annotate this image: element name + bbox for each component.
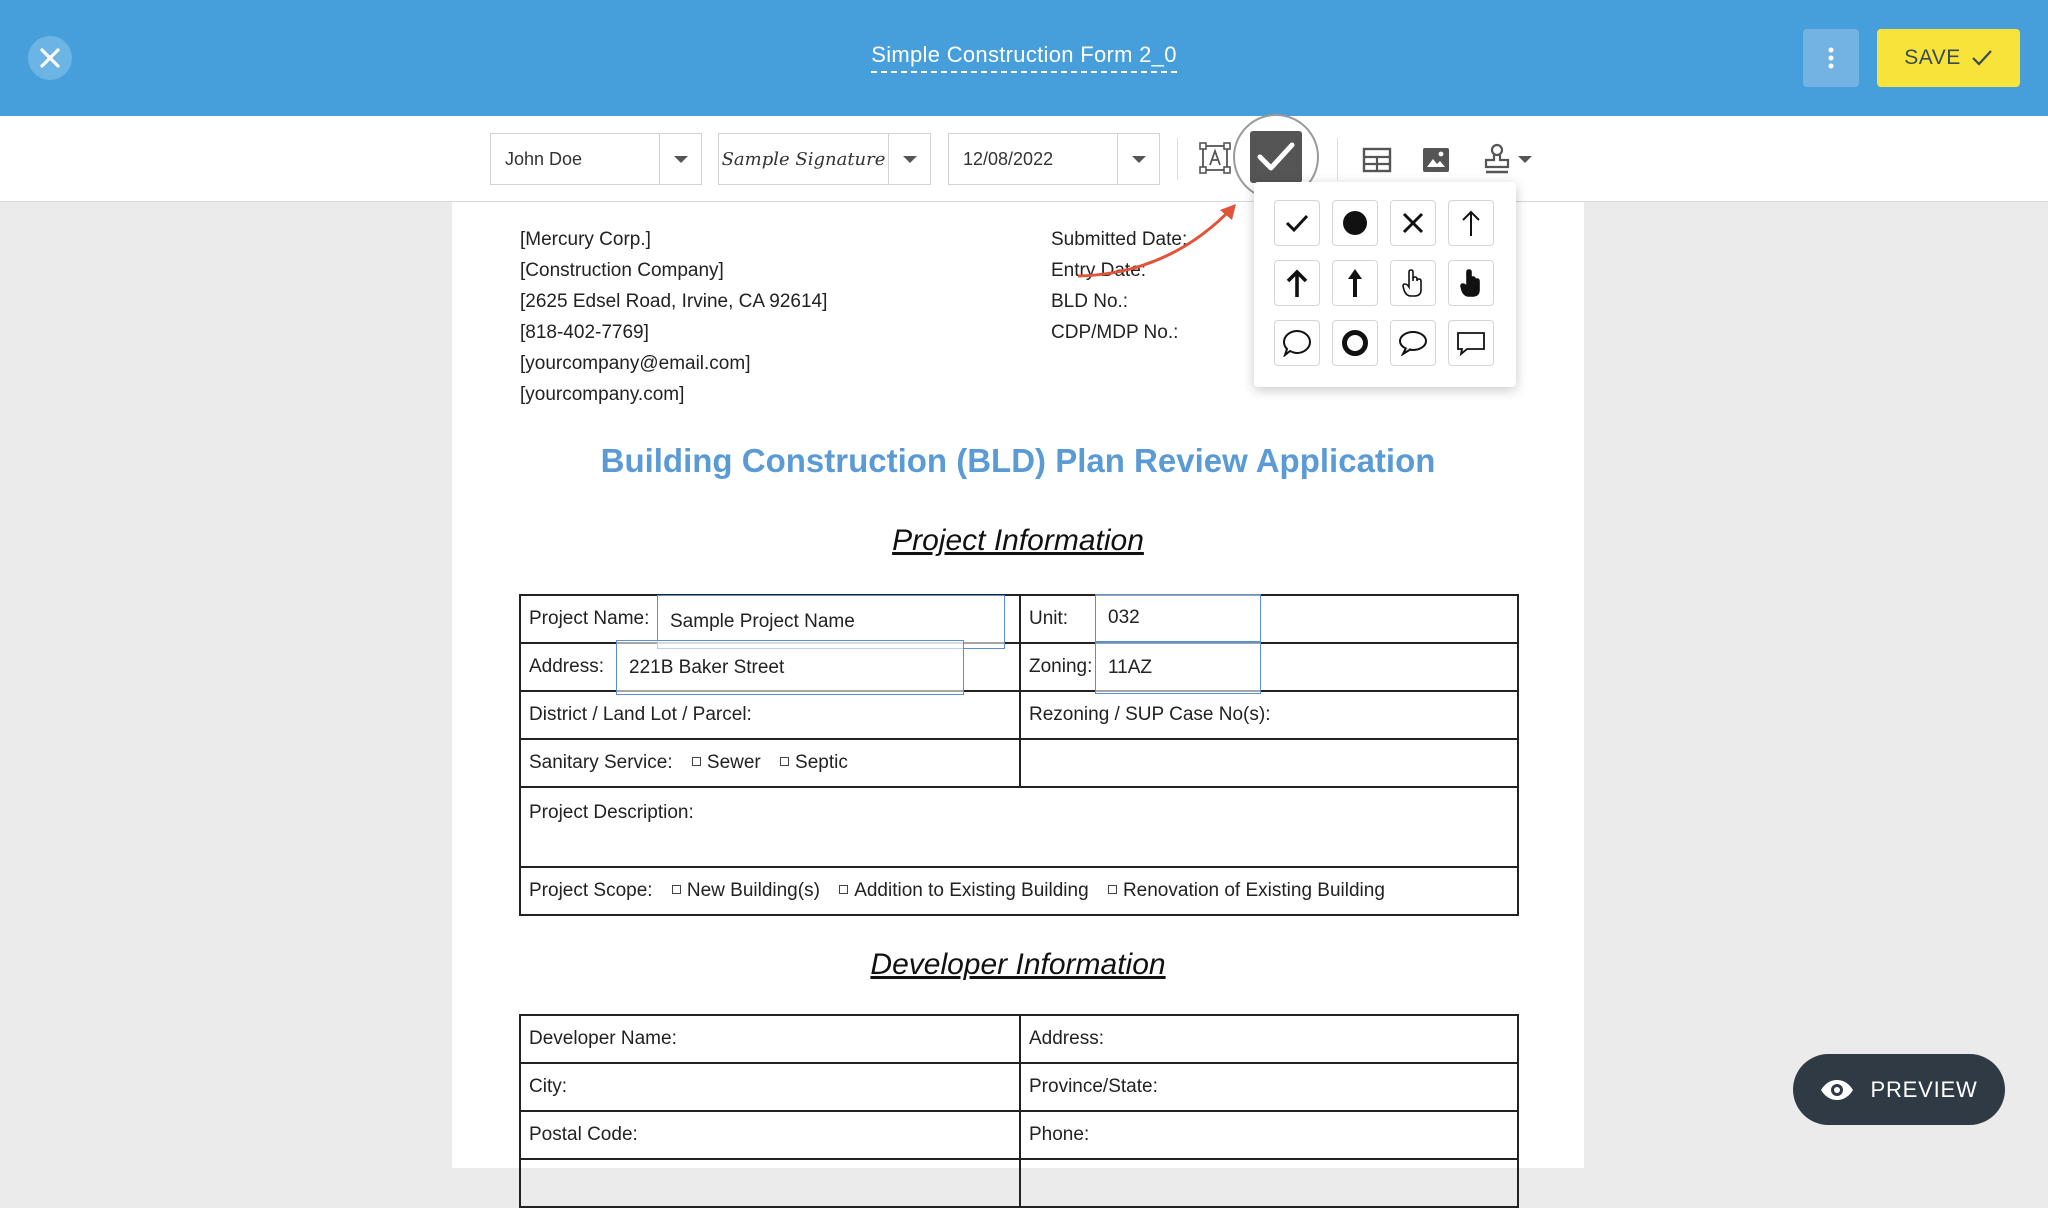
speech-bubble-rect-option[interactable] <box>1448 320 1494 366</box>
postal-code-cell <box>520 1111 1020 1159</box>
company-phone: [818-402-7769] <box>520 322 649 343</box>
zoning-label: Zoning: <box>1029 656 1093 677</box>
bold-arrow-up-option[interactable] <box>1274 260 1320 306</box>
checkmark-icon <box>1971 49 1993 67</box>
table-row <box>520 1111 1518 1159</box>
signature-dropdown-value: Sample Signature <box>721 148 886 170</box>
stamp-tool[interactable] <box>1476 138 1538 180</box>
table-row <box>520 691 1518 739</box>
text-field-tool[interactable] <box>1195 138 1235 178</box>
bld-no-label: BLD No.: <box>1051 291 1129 312</box>
project-information-heading: Project Information <box>892 524 1144 557</box>
speech-bubble-round-icon <box>1282 329 1312 357</box>
company-type: [Construction Company] <box>520 260 724 281</box>
date-dropdown[interactable] <box>948 133 1160 185</box>
stamp-icon <box>1482 143 1512 175</box>
new-building-label: New Building(s) <box>686 880 820 901</box>
chevron-down-icon <box>674 156 688 163</box>
document-title-wrap <box>0 42 2048 68</box>
rezoning-cell <box>1020 691 1518 739</box>
empty-cell <box>1020 1159 1518 1207</box>
table-row <box>520 1159 1518 1207</box>
project-description-cell <box>520 787 1518 867</box>
company-address: [2625 Edsel Road, Irvine, CA 92614] <box>520 291 828 312</box>
company-email: [yourcompany@email.com] <box>520 353 751 374</box>
signature-dropdown-arrow[interactable] <box>888 134 930 184</box>
name-dropdown-value: John Doe <box>505 148 583 169</box>
check-mark-icon <box>1284 212 1310 234</box>
city-label: City: <box>529 1076 567 1097</box>
hand-pointer-icon <box>1458 268 1484 298</box>
sewer-option-label: Sewer <box>706 752 761 773</box>
top-bar <box>0 0 2048 116</box>
new-building-checkbox[interactable] <box>672 885 681 894</box>
name-dropdown-arrow[interactable] <box>659 134 701 184</box>
image-icon <box>1422 147 1450 173</box>
entry-date-label: Entry Date: <box>1051 260 1147 281</box>
ring-option[interactable] <box>1332 320 1378 366</box>
submitted-date-label: Submitted Date: <box>1051 229 1188 250</box>
project-name-label: Project Name: <box>529 608 650 629</box>
save-label: SAVE <box>1904 46 1961 69</box>
date-dropdown-value: 12/08/2022 <box>963 148 1054 169</box>
province-cell <box>1020 1063 1518 1111</box>
province-label: Province/State: <box>1029 1076 1158 1097</box>
addition-label: Addition to Existing Building <box>854 880 1089 901</box>
hand-outline-option[interactable] <box>1390 260 1436 306</box>
sewer-checkbox[interactable] <box>692 757 701 766</box>
table-row <box>520 1063 1518 1111</box>
project-scope-label: Project Scope: <box>529 880 653 901</box>
table-row <box>520 739 1518 787</box>
hand-outline-icon <box>1400 268 1426 298</box>
x-mark-option[interactable] <box>1390 200 1436 246</box>
empty-cell <box>520 1159 1020 1207</box>
speech-bubble-rect-icon <box>1456 330 1486 356</box>
speech-bubble-round-option[interactable] <box>1274 320 1320 366</box>
company-website: [yourcompany.com] <box>520 384 685 405</box>
ring-icon <box>1341 329 1369 357</box>
document-title[interactable]: Simple Construction Form 2_0 <box>871 42 1177 73</box>
text-box-icon <box>1198 141 1232 175</box>
district-label: District / Land Lot / Parcel: <box>529 704 752 725</box>
company-name: [Mercury Corp.] <box>520 229 651 250</box>
septic-option-label: Septic <box>795 752 848 773</box>
developer-address-label: Address: <box>1029 1028 1104 1049</box>
developer-name-label: Developer Name: <box>529 1028 677 1049</box>
addition-checkbox[interactable] <box>839 885 848 894</box>
editing-toolbar <box>0 116 2048 202</box>
address-input[interactable]: 221B Baker Street <box>616 640 964 695</box>
developer-name-cell <box>520 1015 1020 1063</box>
save-button[interactable] <box>1877 29 2020 87</box>
phone-label: Phone: <box>1029 1124 1090 1145</box>
developer-information-heading: Developer Information <box>870 948 1166 981</box>
eye-icon <box>1820 1079 1854 1101</box>
sanitary-label: Sanitary Service: <box>529 752 673 773</box>
table-icon <box>1362 147 1392 173</box>
filled-circle-option[interactable] <box>1332 200 1378 246</box>
unit-label: Unit: <box>1029 608 1069 629</box>
table-row <box>520 867 1518 915</box>
thin-arrow-up-option[interactable] <box>1448 200 1494 246</box>
project-name-input[interactable]: Sample Project Name <box>657 595 1005 649</box>
heavy-arrow-up-icon <box>1345 268 1365 298</box>
address-label: Address: <box>529 656 604 677</box>
hand-pointer-option[interactable] <box>1448 260 1494 306</box>
project-scope-cell <box>520 867 1518 915</box>
renovation-checkbox[interactable] <box>1108 885 1117 894</box>
developer-information-table <box>519 1014 1519 1208</box>
checkmark-icon <box>1256 141 1296 173</box>
thin-arrow-up-icon <box>1460 209 1482 237</box>
document-main-title: Building Construction (BLD) Plan Review Application <box>600 442 1436 479</box>
name-dropdown[interactable] <box>490 133 702 185</box>
project-description-label: Project Description: <box>529 802 694 823</box>
table-tool[interactable] <box>1357 140 1397 180</box>
postal-code-label: Postal Code: <box>529 1124 638 1145</box>
signature-dropdown[interactable] <box>718 133 931 185</box>
chevron-down-icon <box>1132 156 1146 163</box>
preview-label: PREVIEW <box>1870 1076 1978 1102</box>
toolbar-divider <box>1337 138 1338 180</box>
developer-address-cell <box>1020 1015 1518 1063</box>
table-row <box>520 787 1518 867</box>
septic-checkbox[interactable] <box>780 757 789 766</box>
preview-button[interactable] <box>1793 1054 2005 1125</box>
checkmark-symbol-picker <box>1254 182 1516 387</box>
renovation-label: Renovation of Existing Building <box>1122 880 1385 901</box>
image-tool[interactable] <box>1416 140 1456 180</box>
annotation-arrow <box>1070 196 1250 284</box>
speech-bubble-oval-option[interactable] <box>1390 320 1436 366</box>
checkbox-tool-icon-bg <box>1250 131 1302 183</box>
cdp-mdp-no-label: CDP/MDP No.: <box>1051 322 1179 343</box>
table-row <box>520 1015 1518 1063</box>
speech-bubble-oval-icon <box>1398 330 1428 356</box>
check-mark-option[interactable] <box>1274 200 1320 246</box>
district-cell <box>520 691 1020 739</box>
zoning-input[interactable]: 11AZ <box>1095 642 1261 694</box>
sanitary-cell <box>520 739 1020 787</box>
date-dropdown-arrow[interactable] <box>1117 134 1159 184</box>
toolbar-divider <box>1177 138 1178 180</box>
rezoning-label: Rezoning / SUP Case No(s): <box>1029 704 1271 725</box>
phone-cell <box>1020 1111 1518 1159</box>
x-mark-icon <box>1401 211 1425 235</box>
empty-cell <box>1020 739 1518 787</box>
chevron-down-icon <box>1518 156 1532 163</box>
kebab-menu-icon <box>1828 47 1834 69</box>
bold-arrow-up-icon <box>1285 268 1309 298</box>
heavy-arrow-up-option[interactable] <box>1332 260 1378 306</box>
company-info <box>520 224 827 410</box>
city-cell <box>520 1063 1020 1111</box>
more-options-button[interactable] <box>1803 29 1859 87</box>
unit-input[interactable]: 032 <box>1095 594 1261 642</box>
chevron-down-icon <box>903 156 917 163</box>
filled-circle-icon <box>1342 210 1368 236</box>
